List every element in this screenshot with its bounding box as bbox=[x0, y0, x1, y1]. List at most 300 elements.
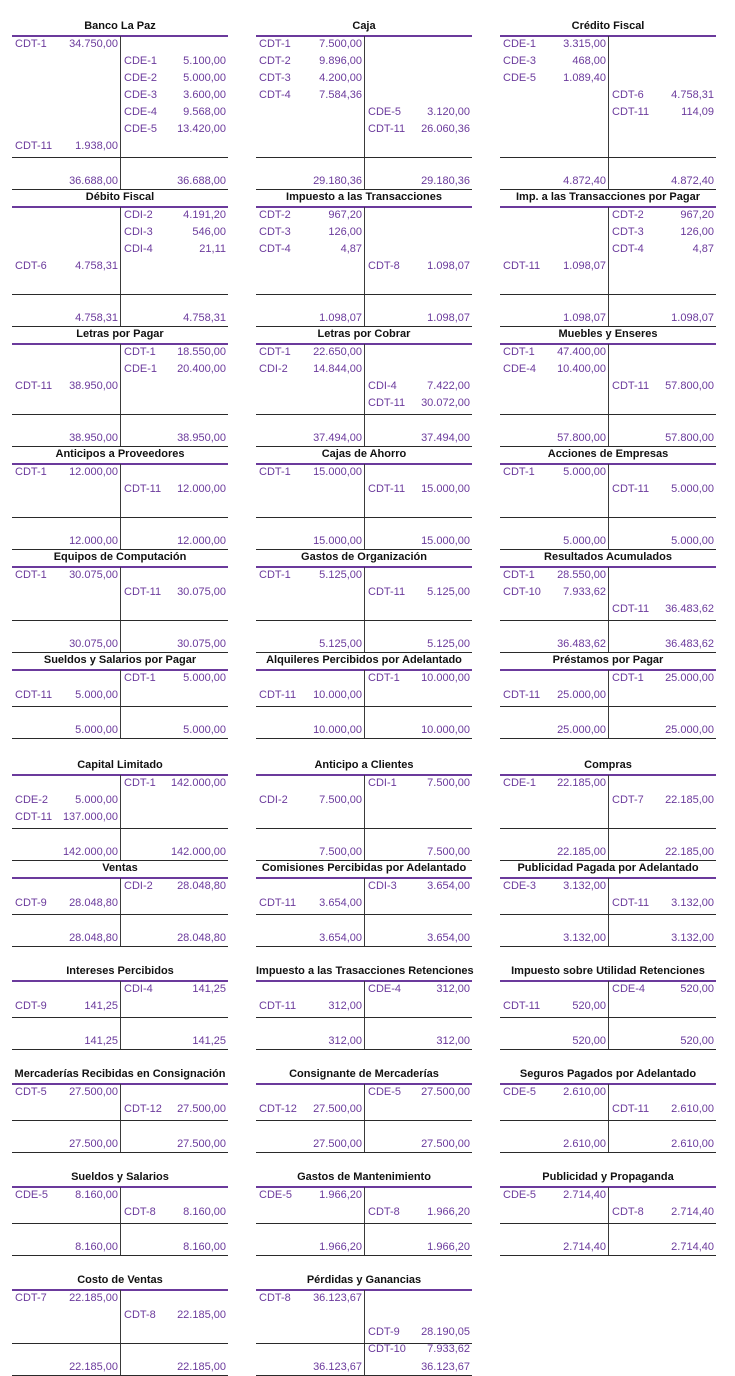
entry-reference: CDE-5 bbox=[503, 1086, 537, 1098]
t-account-capital-limitado bbox=[12, 757, 228, 860]
entry-reference: CDE-4 bbox=[612, 983, 646, 995]
account-title: Muebles y Enseres bbox=[558, 328, 658, 340]
credit-total: 1.966,20 bbox=[427, 1241, 470, 1253]
totals-separator bbox=[500, 1017, 716, 1018]
t-account-letras-por-pagar bbox=[12, 326, 228, 446]
debit-entry bbox=[500, 567, 608, 584]
entry-amount: 27.500,00 bbox=[313, 1103, 362, 1115]
credit-total: 28.048,80 bbox=[177, 932, 226, 944]
totals-separator bbox=[12, 706, 228, 707]
debit-total: 30.075,00 bbox=[69, 638, 118, 650]
entry-reference: CDT-4 bbox=[259, 243, 291, 255]
entry-reference: CDI-3 bbox=[368, 880, 397, 892]
entry-amount: 5.000,00 bbox=[183, 72, 226, 84]
credit-total: 57.800,00 bbox=[665, 432, 714, 444]
debit-entry bbox=[256, 224, 364, 241]
credit-entry bbox=[121, 481, 228, 498]
account-title: Crédito Fiscal bbox=[571, 20, 645, 32]
entry-amount: 312,00 bbox=[328, 1000, 362, 1012]
t-account-banco-la-paz bbox=[12, 18, 228, 189]
entry-reference: CDT-2 bbox=[612, 209, 644, 221]
totals-separator bbox=[500, 1223, 716, 1224]
credit-total: 36.483,62 bbox=[665, 638, 714, 650]
entry-amount: 2.714,40 bbox=[671, 1206, 714, 1218]
entry-reference: CDT-11 bbox=[612, 603, 650, 615]
totals-separator bbox=[12, 294, 228, 295]
debit-entry bbox=[12, 36, 120, 53]
debit-entry bbox=[256, 1101, 364, 1118]
entry-amount: 3.654,00 bbox=[427, 880, 470, 892]
totals-separator bbox=[256, 1120, 472, 1121]
credit-total: 1.098,07 bbox=[671, 312, 714, 324]
account-title: Resultados Acumulados bbox=[544, 551, 672, 563]
totals-separator bbox=[12, 1343, 228, 1344]
entry-amount: 7.422,00 bbox=[427, 380, 470, 392]
entry-reference: CDT-1 bbox=[124, 672, 156, 684]
account-title: Gastos de Organización bbox=[301, 551, 427, 563]
credit-entry bbox=[609, 241, 716, 258]
t-account-impuesto-a-las-trasacciones-retenciones bbox=[256, 963, 472, 1049]
entry-amount: 13.420,00 bbox=[177, 123, 226, 135]
entry-reference: CDT-11 bbox=[612, 106, 650, 118]
totals-separator bbox=[12, 517, 228, 518]
entry-amount: 21,11 bbox=[199, 243, 226, 255]
account-title: Impuesto a las Trasacciones Retenciones bbox=[256, 965, 474, 977]
t-account-gastos-de-mantenimiento bbox=[256, 1169, 472, 1255]
debit-total: 22.185,00 bbox=[557, 846, 606, 858]
t-account-consignante-de-mercaderias bbox=[256, 1066, 472, 1152]
debit-entry bbox=[500, 1187, 608, 1204]
credit-entry bbox=[121, 121, 228, 138]
entry-amount: 18.550,00 bbox=[177, 346, 226, 358]
totals-separator bbox=[12, 620, 228, 621]
entry-amount: 1.938,00 bbox=[75, 140, 118, 152]
entry-reference: CDT-11 bbox=[503, 689, 541, 701]
entry-amount: 3.600,00 bbox=[183, 89, 226, 101]
t-account-seguros-pagados-por-adelantado bbox=[500, 1066, 716, 1152]
credit-entry bbox=[365, 1084, 472, 1101]
entry-reference: CDT-6 bbox=[612, 89, 644, 101]
entry-amount: 126,00 bbox=[680, 226, 714, 238]
credit-total: 520,00 bbox=[680, 1035, 714, 1047]
credit-total: 5.000,00 bbox=[671, 535, 714, 547]
credit-entry bbox=[121, 1101, 228, 1118]
entry-reference: CDT-3 bbox=[259, 226, 291, 238]
account-title: Costo de Ventas bbox=[77, 1274, 163, 1286]
totals-bottom-rule bbox=[256, 1152, 472, 1153]
debit-total: 15.000,00 bbox=[313, 535, 362, 547]
t-account-compras bbox=[500, 757, 716, 860]
entry-reference: CDT-8 bbox=[124, 1206, 156, 1218]
t-account-gastos-de-organizacion bbox=[256, 549, 472, 652]
debit-entry bbox=[256, 53, 364, 70]
entry-amount: 2.610,00 bbox=[563, 1086, 606, 1098]
credit-total: 2.714,40 bbox=[671, 1241, 714, 1253]
entry-reference: CDT-1 bbox=[503, 569, 535, 581]
totals-separator bbox=[12, 914, 228, 915]
debit-total: 57.800,00 bbox=[557, 432, 606, 444]
credit-entry bbox=[121, 775, 228, 792]
debit-entry bbox=[256, 687, 364, 704]
totals-separator bbox=[500, 1120, 716, 1121]
credit-total: 5.000,00 bbox=[183, 724, 226, 736]
account-title: Acciones de Empresas bbox=[547, 448, 669, 460]
entry-amount: 28.048,80 bbox=[69, 897, 118, 909]
entry-reference: CDE-5 bbox=[503, 1189, 537, 1201]
credit-total: 30.075,00 bbox=[177, 638, 226, 650]
credit-entry bbox=[365, 378, 472, 395]
entry-amount: 34.750,00 bbox=[69, 38, 118, 50]
entry-reference: CDT-11 bbox=[368, 397, 406, 409]
entry-amount: 28.048,80 bbox=[177, 880, 226, 892]
totals-separator bbox=[256, 1223, 472, 1224]
debit-entry bbox=[500, 53, 608, 70]
entry-amount: 27.500,00 bbox=[177, 1103, 226, 1115]
credit-entry bbox=[365, 395, 472, 412]
debit-entry bbox=[256, 1290, 364, 1307]
t-account-cajas-de-ahorro bbox=[256, 446, 472, 549]
credit-total: 29.180,36 bbox=[421, 175, 470, 187]
entry-amount: 546,00 bbox=[192, 226, 226, 238]
totals-separator bbox=[12, 1017, 228, 1018]
credit-entry bbox=[609, 104, 716, 121]
totals-separator bbox=[256, 517, 472, 518]
t-account-perdidas-y-ganancias bbox=[256, 1272, 472, 1375]
account-title: Anticipos a Proveedores bbox=[55, 448, 185, 460]
entry-amount: 36.123,67 bbox=[313, 1292, 362, 1304]
debit-entry bbox=[12, 567, 120, 584]
credit-entry bbox=[365, 121, 472, 138]
totals-separator bbox=[500, 517, 716, 518]
credit-entry bbox=[121, 1204, 228, 1221]
entry-amount: 36.483,62 bbox=[665, 603, 714, 615]
entry-amount: 26.060,36 bbox=[421, 123, 470, 135]
entry-amount: 4.191,20 bbox=[183, 209, 226, 221]
entry-reference: CDT-1 bbox=[612, 672, 644, 684]
entry-amount: 38.950,00 bbox=[69, 380, 118, 392]
entry-amount: 9.896,00 bbox=[319, 55, 362, 67]
entry-reference: CDE-1 bbox=[124, 363, 158, 375]
credit-entry bbox=[121, 224, 228, 241]
entry-reference: CDT-11 bbox=[612, 897, 650, 909]
credit-total: 1.098,07 bbox=[427, 312, 470, 324]
totals-separator bbox=[256, 157, 472, 158]
totals-bottom-rule bbox=[500, 946, 716, 947]
entry-reference: CDT-8 bbox=[124, 1309, 156, 1321]
debit-entry bbox=[12, 895, 120, 912]
totals-bottom-rule bbox=[12, 1255, 228, 1256]
entry-reference: CDI-2 bbox=[259, 363, 288, 375]
debit-entry bbox=[256, 70, 364, 87]
totals-separator bbox=[500, 157, 716, 158]
t-account-credito-fiscal bbox=[500, 18, 716, 189]
totals-separator bbox=[256, 914, 472, 915]
credit-entry bbox=[609, 207, 716, 224]
credit-total: 22.185,00 bbox=[177, 1361, 226, 1373]
entry-reference: CDT-1 bbox=[15, 38, 47, 50]
entry-amount: 7.500,00 bbox=[319, 38, 362, 50]
entry-reference: CDE-1 bbox=[503, 38, 537, 50]
t-account-alquileres-percibidos-por-adelantado bbox=[256, 652, 472, 738]
entry-reference: CDE-5 bbox=[368, 106, 402, 118]
credit-entry bbox=[121, 344, 228, 361]
entry-reference: CDT-6 bbox=[15, 260, 47, 272]
entry-amount: 57.800,00 bbox=[665, 380, 714, 392]
entry-amount: 9.568,00 bbox=[183, 106, 226, 118]
debit-entry bbox=[256, 207, 364, 224]
entry-amount: 28.550,00 bbox=[557, 569, 606, 581]
debit-total: 37.494,00 bbox=[313, 432, 362, 444]
entry-reference: CDE-1 bbox=[124, 55, 158, 67]
entry-reference: CDE-2 bbox=[15, 794, 49, 806]
entry-reference: CDT-1 bbox=[259, 569, 291, 581]
entry-reference: CDI-4 bbox=[124, 983, 153, 995]
debit-entry bbox=[12, 998, 120, 1015]
debit-total: 25.000,00 bbox=[557, 724, 606, 736]
t-account-costo-de-ventas bbox=[12, 1272, 228, 1375]
entry-reference: CDT-11 bbox=[503, 260, 541, 272]
entry-reference: CDT-3 bbox=[612, 226, 644, 238]
t-account-sueldos-y-salarios bbox=[12, 1169, 228, 1255]
entry-reference: CDE-4 bbox=[124, 106, 158, 118]
entry-amount: 967,20 bbox=[680, 209, 714, 221]
account-title: Equipos de Computación bbox=[53, 551, 187, 563]
entry-reference: CDT-3 bbox=[259, 72, 291, 84]
entry-amount: 5.000,00 bbox=[183, 672, 226, 684]
account-title: Intereses Percibidos bbox=[66, 965, 174, 977]
totals-bottom-rule bbox=[500, 738, 716, 739]
credit-entry bbox=[365, 775, 472, 792]
totals-separator bbox=[500, 914, 716, 915]
entry-amount: 7.933,62 bbox=[563, 586, 606, 598]
account-title: Compras bbox=[584, 759, 632, 771]
debit-total: 8.160,00 bbox=[75, 1241, 118, 1253]
entry-amount: 2.714,40 bbox=[563, 1189, 606, 1201]
entry-amount: 14.844,00 bbox=[313, 363, 362, 375]
credit-entry bbox=[121, 53, 228, 70]
entry-reference: CDT-11 bbox=[612, 483, 650, 495]
entry-amount: 30.075,00 bbox=[177, 586, 226, 598]
credit-entry bbox=[121, 1307, 228, 1324]
credit-entry bbox=[609, 792, 716, 809]
debit-total: 27.500,00 bbox=[313, 1138, 362, 1150]
totals-separator bbox=[12, 1223, 228, 1224]
credit-entry bbox=[609, 224, 716, 241]
credit-entry bbox=[121, 981, 228, 998]
debit-total: 27.500,00 bbox=[69, 1138, 118, 1150]
entry-reference: CDE-3 bbox=[503, 55, 537, 67]
t-account-anticipo-a-clientes bbox=[256, 757, 472, 860]
entry-reference: CDT-11 bbox=[503, 1000, 541, 1012]
debit-total: 520,00 bbox=[572, 1035, 606, 1047]
account-title: Consignante de Mercaderías bbox=[289, 1068, 439, 1080]
entry-reference: CDT-8 bbox=[259, 1292, 291, 1304]
entry-amount: 142.000,00 bbox=[170, 777, 226, 789]
entry-reference: CDT-11 bbox=[612, 380, 650, 392]
credit-entry bbox=[121, 104, 228, 121]
entry-reference: CDT-1 bbox=[15, 569, 47, 581]
debit-entry bbox=[256, 87, 364, 104]
entry-amount: 12.000,00 bbox=[69, 466, 118, 478]
debit-entry bbox=[256, 36, 364, 53]
entry-amount: 8.160,00 bbox=[183, 1206, 226, 1218]
t-account-publicidad-pagada-por-adelantado bbox=[500, 860, 716, 946]
credit-total: 36.123,67 bbox=[421, 1361, 470, 1373]
credit-entry bbox=[365, 670, 472, 687]
t-account-impuesto-a-las-transacciones bbox=[256, 189, 472, 326]
t-account-mercaderias-recibidas-en-consignacion bbox=[12, 1066, 228, 1152]
account-title: Gastos de Mantenimiento bbox=[297, 1171, 431, 1183]
debit-total: 141,25 bbox=[84, 1035, 118, 1047]
entry-amount: 7.500,00 bbox=[319, 794, 362, 806]
account-title: Pérdidas y Ganancias bbox=[306, 1274, 422, 1286]
account-title: Débito Fiscal bbox=[85, 191, 155, 203]
t-account-debito-fiscal bbox=[12, 189, 228, 326]
entry-amount: 520,00 bbox=[572, 1000, 606, 1012]
credit-total: 3.132,00 bbox=[671, 932, 714, 944]
entry-amount: 3.654,00 bbox=[319, 897, 362, 909]
entry-reference: CDT-10 bbox=[503, 586, 541, 598]
entry-amount: 10.000,00 bbox=[313, 689, 362, 701]
account-title: Banco La Paz bbox=[84, 20, 156, 32]
account-title: Anticipo a Clientes bbox=[314, 759, 414, 771]
credit-entry bbox=[121, 70, 228, 87]
credit-total: 22.185,00 bbox=[665, 846, 714, 858]
credit-entry bbox=[609, 981, 716, 998]
debit-total: 5.125,00 bbox=[319, 638, 362, 650]
entry-reference: CDT-11 bbox=[124, 483, 162, 495]
debit-total: 10.000,00 bbox=[313, 724, 362, 736]
debit-entry bbox=[12, 1084, 120, 1101]
credit-entry bbox=[365, 981, 472, 998]
account-title: Publicidad y Propaganda bbox=[542, 1171, 674, 1183]
entry-reference: CDT-11 bbox=[368, 586, 406, 598]
debit-entry bbox=[12, 809, 120, 826]
t-account-equipos-de-computacion bbox=[12, 549, 228, 652]
entry-amount: 3.120,00 bbox=[427, 106, 470, 118]
debit-entry bbox=[12, 687, 120, 704]
account-title: Caja bbox=[352, 20, 376, 32]
credit-entry bbox=[609, 378, 716, 395]
account-title: Letras por Pagar bbox=[76, 328, 164, 340]
totals-bottom-rule bbox=[256, 946, 472, 947]
t-account-ventas bbox=[12, 860, 228, 946]
debit-entry bbox=[12, 792, 120, 809]
debit-total: 142.000,00 bbox=[62, 846, 118, 858]
entry-reference: CDT-2 bbox=[259, 209, 291, 221]
credit-entry bbox=[365, 258, 472, 275]
entry-reference: CDE-1 bbox=[503, 777, 537, 789]
entry-reference: CDT-9 bbox=[15, 1000, 47, 1012]
entry-reference: CDT-11 bbox=[15, 140, 53, 152]
totals-separator bbox=[500, 828, 716, 829]
entry-reference: CDT-5 bbox=[15, 1086, 47, 1098]
totals-bottom-rule bbox=[500, 1049, 716, 1050]
debit-entry bbox=[256, 567, 364, 584]
t-account-resultados-acumulados bbox=[500, 549, 716, 652]
entry-amount: 1.098,07 bbox=[427, 260, 470, 272]
t-account-sueldos-y-salarios-por-pagar bbox=[12, 652, 228, 738]
credit-total: 5.125,00 bbox=[427, 638, 470, 650]
totals-separator bbox=[256, 620, 472, 621]
entry-amount: 22.185,00 bbox=[557, 777, 606, 789]
totals-bottom-rule bbox=[500, 1152, 716, 1153]
entry-amount: 5.000,00 bbox=[75, 689, 118, 701]
entry-amount: 1.966,20 bbox=[427, 1206, 470, 1218]
credit-total: 15.000,00 bbox=[421, 535, 470, 547]
credit-total: 4.872,40 bbox=[671, 175, 714, 187]
debit-total: 22.185,00 bbox=[69, 1361, 118, 1373]
entry-amount: 27.500,00 bbox=[421, 1086, 470, 1098]
entry-reference: CDT-2 bbox=[259, 55, 291, 67]
debit-total: 36.123,67 bbox=[313, 1361, 362, 1373]
debit-total: 3.654,00 bbox=[319, 932, 362, 944]
entry-amount: 1.966,20 bbox=[319, 1189, 362, 1201]
entry-reference: CDT-11 bbox=[15, 689, 53, 701]
account-title: Imp. a las Transacciones por Pagar bbox=[515, 191, 701, 203]
entry-amount: 25.000,00 bbox=[665, 672, 714, 684]
entry-reference: CDT-4 bbox=[259, 89, 291, 101]
totals-separator bbox=[256, 828, 472, 829]
entry-reference: CDT-12 bbox=[124, 1103, 162, 1115]
entry-reference: CDI-4 bbox=[368, 380, 397, 392]
entry-reference: CDE-5 bbox=[259, 1189, 293, 1201]
debit-entry bbox=[500, 258, 608, 275]
entry-reference: CDE-5 bbox=[368, 1086, 402, 1098]
account-title: Cajas de Ahorro bbox=[321, 448, 407, 460]
entry-reference: CDI-3 bbox=[124, 226, 153, 238]
credit-entry bbox=[365, 104, 472, 121]
totals-bottom-rule bbox=[12, 1152, 228, 1153]
credit-total: 12.000,00 bbox=[177, 535, 226, 547]
entry-amount: 20.400,00 bbox=[177, 363, 226, 375]
entry-reference: CDT-1 bbox=[259, 346, 291, 358]
entry-reference: CDT-1 bbox=[124, 346, 156, 358]
account-title: Mercaderías Recibidas en Consignación bbox=[14, 1068, 226, 1080]
debit-entry bbox=[12, 1187, 120, 1204]
entry-reference: CDT-9 bbox=[15, 897, 47, 909]
totals-separator bbox=[256, 414, 472, 415]
entry-amount: 7.933,62 bbox=[427, 1343, 470, 1355]
entry-amount: 30.072,00 bbox=[421, 397, 470, 409]
debit-entry bbox=[12, 464, 120, 481]
entry-reference: CDT-11 bbox=[124, 586, 162, 598]
totals-separator bbox=[12, 1120, 228, 1121]
t-account-prestamos-por-pagar bbox=[500, 652, 716, 738]
account-title: Seguros Pagados por Adelantado bbox=[519, 1068, 697, 1080]
credit-total: 25.000,00 bbox=[665, 724, 714, 736]
t-account-intereses-percibidos bbox=[12, 963, 228, 1049]
debit-entry bbox=[256, 344, 364, 361]
entry-amount: 4.758,31 bbox=[75, 260, 118, 272]
entry-amount: 520,00 bbox=[680, 983, 714, 995]
credit-entry bbox=[609, 1101, 716, 1118]
entry-amount: 5.125,00 bbox=[427, 586, 470, 598]
entry-amount: 5.000,00 bbox=[563, 466, 606, 478]
totals-separator bbox=[256, 1017, 472, 1018]
entry-reference: CDT-8 bbox=[368, 260, 400, 272]
credit-entry bbox=[365, 584, 472, 601]
debit-total: 4.872,40 bbox=[563, 175, 606, 187]
t-account-muebles-y-enseres bbox=[500, 326, 716, 446]
totals-bottom-rule bbox=[500, 1255, 716, 1256]
entry-reference: CDI-4 bbox=[124, 243, 153, 255]
credit-entry bbox=[365, 481, 472, 498]
debit-entry bbox=[256, 361, 364, 378]
entry-amount: 3.132,00 bbox=[671, 897, 714, 909]
account-title: Publicidad Pagada por Adelantado bbox=[517, 862, 699, 874]
credit-entry bbox=[609, 895, 716, 912]
